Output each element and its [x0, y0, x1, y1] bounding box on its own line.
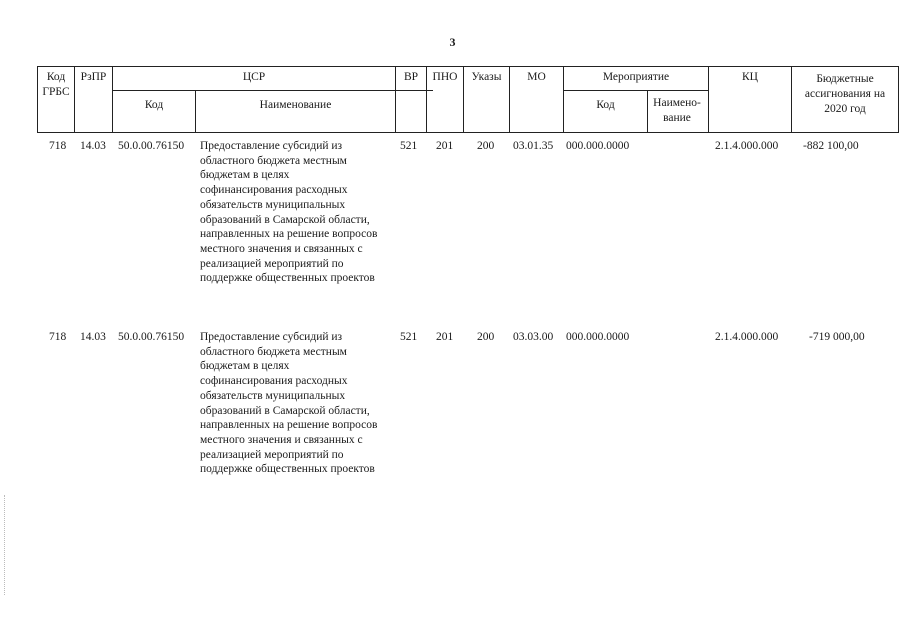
- header-csr: ЦСР: [242, 71, 266, 83]
- cell-mer-kod: 000.000.0000: [566, 140, 630, 152]
- cell-rzpr: 14.03: [80, 331, 106, 343]
- header-budget: Бюджетные ассигнования на 2020 год: [804, 73, 886, 115]
- header-rzpr: РзПР: [80, 71, 107, 83]
- header-meropriyatie: Мероприятие: [602, 71, 670, 83]
- header-mo: МО: [527, 71, 546, 83]
- cell-ukazy: 200: [477, 140, 495, 152]
- header-ukazy: Указы: [471, 71, 502, 83]
- cell-csr: 50.0.00.76150: [118, 140, 185, 152]
- cell-grbs: 718: [49, 331, 67, 343]
- cell-amount: -719 000,00: [809, 331, 865, 343]
- header-vr: ВР: [403, 71, 419, 83]
- cell-name: Предоставление субсидий из областного бюджета местным бюджетам в целях софинансирования расходных обязательств муниципальных образований в Самарской области, направленных на решение вопросов местного значения и связанных с реализацией мероприятий по поддержке общественных проектов: [200, 140, 378, 285]
- cell-mo: 03.03.00: [513, 331, 554, 343]
- cell-kc: 2.1.4.000.000: [715, 140, 779, 152]
- cell-mer-kod: 000.000.0000: [566, 331, 630, 343]
- header-kc: КЦ: [742, 71, 758, 83]
- scan-edge-marks: [4, 495, 11, 595]
- header-mer-kod: Код: [596, 99, 615, 111]
- cell-mo: 03.01.35: [513, 140, 554, 152]
- table-header: [37, 66, 899, 132]
- cell-csr: 50.0.00.76150: [118, 331, 185, 343]
- cell-name: Предоставление субсидий из областного бюджета местным бюджетам в целях софинансирования расходных обязательств муниципальных образований в Самарской области, направленных на решение вопросов местного значения и связанных с реализацией мероприятий по поддержке общественных проектов: [200, 331, 378, 476]
- cell-vr: 521: [400, 140, 418, 152]
- cell-pno: 201: [436, 140, 454, 152]
- cell-grbs: 718: [49, 140, 67, 152]
- header-csr-name: Наименование: [259, 99, 332, 111]
- header-pno: ПНО: [432, 71, 458, 83]
- cell-vr: 521: [400, 331, 418, 343]
- page-number: 3: [449, 35, 456, 49]
- cell-ukazy: 200: [477, 331, 495, 343]
- cell-kc: 2.1.4.000.000: [715, 331, 779, 343]
- cell-pno: 201: [436, 331, 454, 343]
- cell-rzpr: 14.03: [80, 140, 106, 152]
- cell-amount: -882 100,00: [803, 140, 859, 152]
- header-kod-grbs: Код ГРБС: [42, 71, 70, 98]
- header-csr-kod: Код: [144, 99, 164, 111]
- header-mer-name: Наимено-вание: [653, 97, 701, 124]
